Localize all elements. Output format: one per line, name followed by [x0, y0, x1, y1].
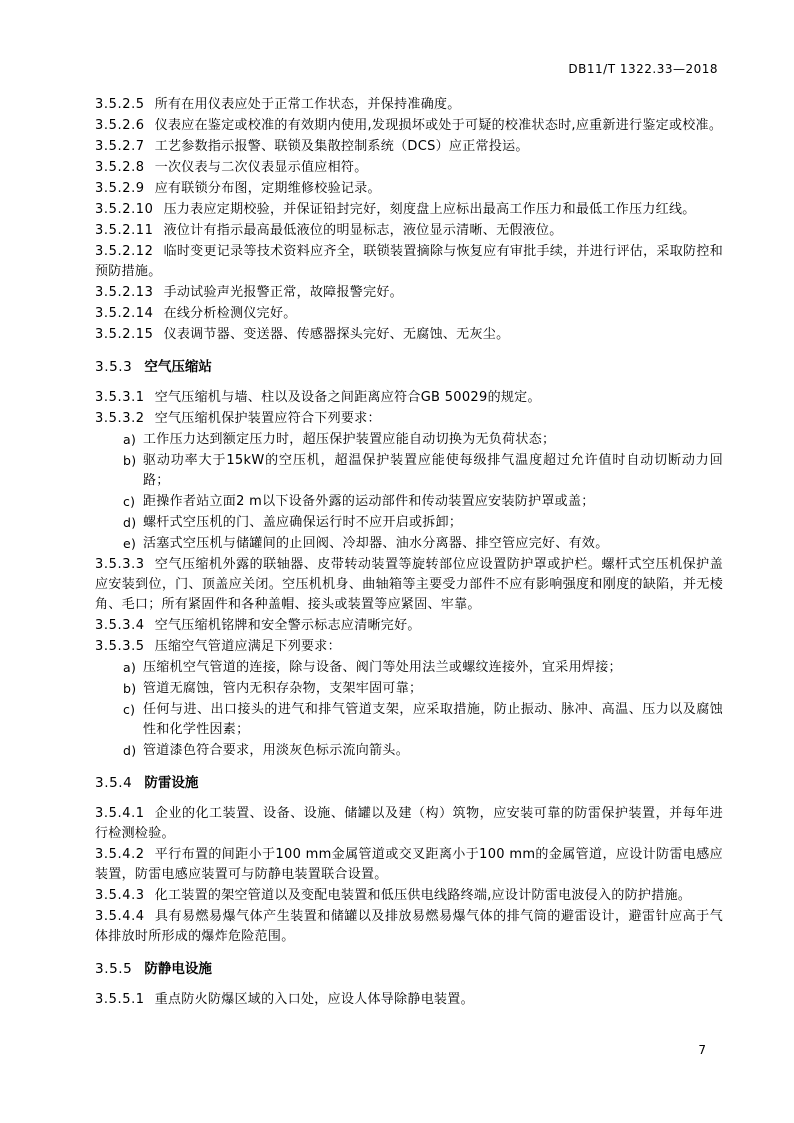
clause-text: 化工装置的架空管道以及变配电装置和低压供电线路终端,应设计防雷电波侵入的防护措施。	[154, 888, 692, 903]
document-body	[95, 95, 723, 1011]
clause-text: 临时变更记录等技术资料应齐全，联锁装置摘除与恢复应有审批手续，并进行评估，采取防控和预防措施。	[95, 244, 723, 279]
clause-paragraph	[95, 907, 723, 947]
clause-number: 3.5.2.8	[95, 160, 145, 175]
clause-number: 3.5.2.15	[95, 327, 154, 342]
list-item-text: 螺杆式空压机的门、盖应确保运行时不应开启或拆卸；	[143, 515, 463, 530]
list-item	[95, 430, 723, 450]
list-item	[95, 513, 723, 533]
clause-text: 压缩空气管道应满足下列要求：	[154, 639, 341, 654]
list-item	[95, 679, 723, 699]
list-item-label: a)	[123, 432, 137, 447]
clause-text: 空气压缩机与墙、柱以及设备之间距离应符合GB 50029的规定。	[154, 390, 541, 405]
clause-text: 工艺参数指示报警、联锁及集散控制系统（DCS）应正常投运。	[154, 139, 529, 154]
section-heading	[95, 357, 723, 377]
clause-text: 压力表应定期校验，并保证铅封完好，刻度盘上应标出最高工作压力和最低工作压力红线。	[163, 202, 696, 217]
list-item-text: 活塞式空压机与储罐间的止回阀、冷却器、油水分离器、排空管应完好、有效。	[143, 536, 609, 551]
list-item-text: 距操作者站立面2 m以下设备外露的运动部件和传动装置应安装防护罩或盖；	[143, 494, 595, 509]
clause-text: 空气压缩机保护装置应符合下列要求：	[154, 411, 381, 426]
clause-text: 重点防火防爆区域的入口处，应设人体导除静电装置。	[154, 992, 474, 1007]
section-number: 3.5.5	[95, 961, 133, 977]
section-heading	[95, 959, 723, 979]
section-number: 3.5.4	[95, 775, 133, 791]
list-item-text: 工作压力达到额定压力时，超压保护装置应能自动切换为无负荷状态；	[143, 432, 556, 447]
clause-number: 3.5.2.6	[95, 118, 145, 133]
list-item-text: 管道漆色符合要求，用淡灰色标示流向箭头。	[143, 743, 410, 758]
clause-paragraph	[95, 804, 723, 844]
clause-paragraph	[95, 179, 723, 199]
clause-number: 3.5.2.14	[95, 306, 154, 321]
list-item-label: c)	[123, 702, 136, 717]
section-number: 3.5.3	[95, 359, 133, 375]
section-title: 空气压缩站	[144, 359, 212, 375]
clause-paragraph	[95, 116, 723, 136]
clause-paragraph	[95, 388, 723, 408]
list-item-label: a)	[123, 660, 137, 675]
list-item-label: d)	[123, 515, 137, 530]
clause-paragraph	[95, 325, 723, 345]
clause-number: 3.5.4.1	[95, 806, 145, 821]
clause-paragraph	[95, 283, 723, 303]
clause-text: 液位计有指示最高最低液位的明显标志，液位显示清晰、无假液位。	[163, 223, 563, 238]
page-number: 7	[698, 1043, 706, 1057]
list-item	[95, 451, 723, 491]
clause-number: 3.5.3.5	[95, 639, 145, 654]
clause-text: 手动试验声光报警正常，故障报警完好。	[163, 285, 403, 300]
list-item	[95, 700, 723, 740]
clause-text: 平行布置的间距小于100 mm金属管道或交叉距离小于100 mm的金属管道，应设计防雷电感应装置，防雷电感应装置可与防静电装置联合设置。	[95, 847, 723, 882]
list-item	[95, 492, 723, 512]
clause-number: 3.5.3.3	[95, 557, 145, 572]
clause-number: 3.5.2.10	[95, 202, 154, 217]
clause-text: 具有易燃易爆气体产生装置和储罐以及排放易燃易爆气体的排气筒的避雷设计，避雷针应高于气体排放时所形成的爆炸危险范围。	[95, 909, 723, 944]
document-code: DB11/T 1322.33—2018	[568, 62, 718, 76]
clause-text: 一次仪表与二次仪表显示值应相符。	[154, 160, 368, 175]
clause-paragraph	[95, 616, 723, 636]
clause-number: 3.5.4.4	[95, 909, 145, 924]
clause-paragraph	[95, 845, 723, 885]
clause-text: 仪表应在鉴定或校准的有效期内使用,发现损坏或处于可疑的校准状态时,应重新进行鉴定或校准。	[154, 118, 723, 133]
clause-paragraph	[95, 304, 723, 324]
list-item	[95, 741, 723, 761]
clause-paragraph	[95, 221, 723, 241]
clause-text: 空气压缩机外露的联轴器、皮带转动装置等旋转部位应设置防护罩或护栏。螺杆式空压机保护盖应安装到位，门、顶盖应关闭。空压机机身、曲轴箱等主要受力部件不应有影响强度和刚度的缺陷，并无棱角、毛口；所有紧固件和各种盖帽、接头或装置等应紧固、牢靠。	[95, 557, 723, 612]
clause-number: 3.5.2.11	[95, 223, 154, 238]
clause-number: 3.5.2.9	[95, 181, 145, 196]
list-item-label: d)	[123, 743, 137, 758]
section-title: 防雷设施	[144, 775, 199, 791]
clause-number: 3.5.5.1	[95, 992, 145, 1007]
clause-paragraph	[95, 158, 723, 178]
clause-number: 3.5.4.2	[95, 847, 145, 862]
list-item-label: b)	[123, 681, 137, 696]
list-item-label: e)	[123, 536, 137, 551]
clause-paragraph	[95, 555, 723, 615]
section-heading	[95, 773, 723, 793]
clause-paragraph	[95, 200, 723, 220]
section-title: 防静电设施	[144, 961, 212, 977]
list-item-text: 任何与进、出口接头的进气和排气管道支架，应采取措施，防止振动、脉冲、高温、压力以及腐蚀性和化学性因素；	[143, 702, 723, 737]
list-item-text: 管道无腐蚀，管内无积存杂物，支架牢固可靠；	[143, 681, 423, 696]
clause-paragraph	[95, 95, 723, 115]
clause-text: 在线分析检测仪完好。	[163, 306, 297, 321]
clause-text: 仪表调节器、变送器、传感器探头完好、无腐蚀、无灰尘。	[163, 327, 510, 342]
clause-paragraph	[95, 137, 723, 157]
list-item	[95, 658, 723, 678]
list-item-text: 驱动功率大于15kW的空压机，超温保护装置应能使每级排气温度超过允许值时自动切断动力回路；	[143, 453, 723, 488]
list-item	[95, 534, 723, 554]
clause-number: 3.5.2.7	[95, 139, 145, 154]
list-item-text: 压缩机空气管道的连接，除与设备、阀门等处用法兰或螺纹连接外，宜采用焊接；	[143, 660, 622, 675]
clause-number: 3.5.3.4	[95, 618, 145, 633]
clause-text: 空气压缩机铭牌和安全警示标志应清晰完好。	[154, 618, 421, 633]
clause-number: 3.5.3.2	[95, 411, 145, 426]
clause-number: 3.5.2.13	[95, 285, 154, 300]
clause-paragraph	[95, 990, 723, 1010]
clause-paragraph	[95, 409, 723, 429]
clause-number: 3.5.2.5	[95, 97, 145, 112]
clause-text: 应有联锁分布图，定期维修校验记录。	[154, 181, 381, 196]
list-item-label: c)	[123, 494, 136, 509]
clause-text: 企业的化工装置、设备、设施、储罐以及建（构）筑物，应安装可靠的防雷保护装置，并每年进行检测检验。	[95, 806, 723, 841]
clause-paragraph	[95, 637, 723, 657]
clause-text: 所有在用仪表应处于正常工作状态，并保持准确度。	[154, 97, 461, 112]
clause-number: 3.5.3.1	[95, 390, 145, 405]
clause-paragraph	[95, 886, 723, 906]
clause-number: 3.5.4.3	[95, 888, 145, 903]
clause-number: 3.5.2.12	[95, 244, 154, 259]
list-item-label: b)	[123, 453, 137, 468]
clause-paragraph	[95, 242, 723, 282]
